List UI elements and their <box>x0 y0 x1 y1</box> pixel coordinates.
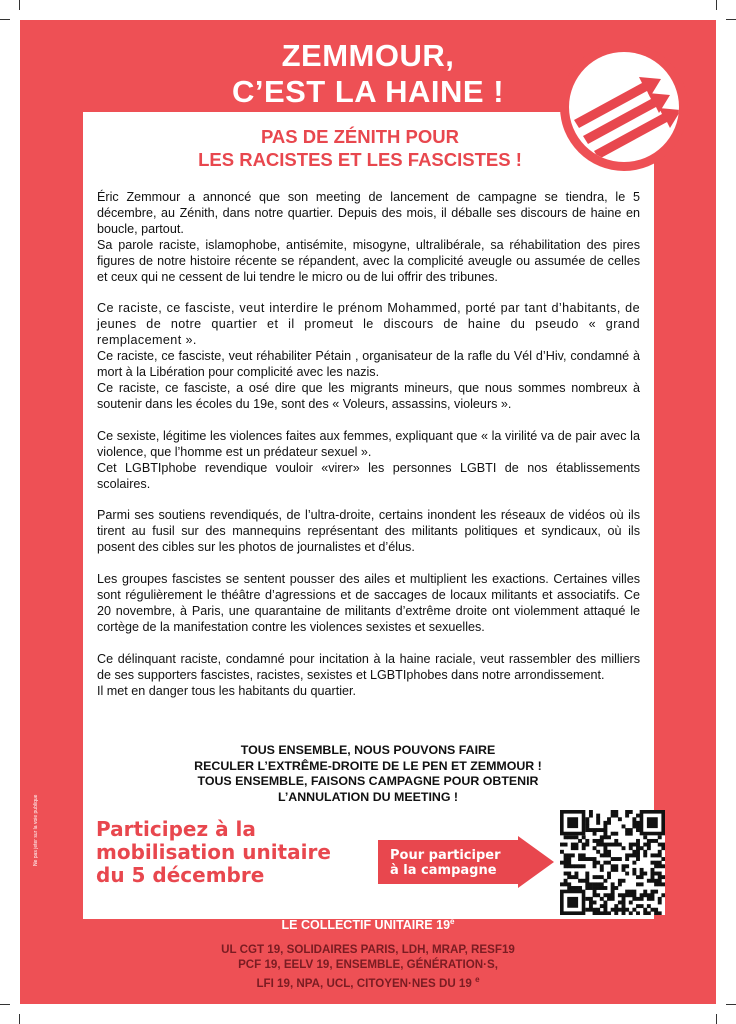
title-line-2: C’EST LA HAINE ! <box>231 74 505 109</box>
qr-code-icon[interactable] <box>560 810 665 915</box>
paragraph: Les groupes fascistes se sentent pousser des ailes et multiplient les exactions. Certaines villes sont régulièrement le théâtre d’agressions et de saccages de locaux militants et associatifs. Ce 20 novembre, à Paris, une quarantaine de militants d’extrême droite ont violemment attaqué le cortège de la manifestation contre les violences sexistes et sexuelles. <box>97 572 640 634</box>
paragraph: Il met en danger tous les habitants du quartier. <box>97 683 357 698</box>
paragraph: Ce raciste, ce fasciste, a osé dire que les migrants mineurs, que nous sommes nombreux à soutenir dans les écoles du 19e, sont des « Voleurs, assassins, violeurs ». <box>97 380 640 411</box>
participez-line: Participez à la <box>96 817 256 841</box>
members-sup: e <box>475 975 480 985</box>
paragraph: Ce raciste, ce fasciste, veut interdire le prénom Mohammed, porté par tant d’habitants, de jeunes de notre quartier et il promeut le discours de haine du pseudo « grand remplacement ». <box>97 301 640 348</box>
subtitle-line-2: LES RACISTES ET LES FASCISTES ! <box>198 149 522 170</box>
flyer-title <box>150 38 586 110</box>
paragraph: Ce sexiste, légitime les violences faites aux femmes, expliquant que « la virilité va de pair avec la violence, que l’homme est un prédateur sexuel ». <box>97 428 640 459</box>
participez-line: mobilisation unitaire <box>96 840 331 864</box>
arrow-label-line: à la campagne <box>390 863 497 878</box>
callout <box>150 743 586 805</box>
arrow-button-label <box>390 848 520 878</box>
collectif-sup: e <box>450 917 455 926</box>
crop-mark <box>726 1004 736 1005</box>
participate-arrow-button[interactable] <box>378 836 554 888</box>
paragraph: Ce délinquant raciste, condamné pour incitation à la haine raciale, veut rassembler des milliers de ses supporters fascistes, racistes, sexistes et LGBTIphobes dans notre arrondissement. <box>97 651 640 682</box>
crop-mark <box>19 0 20 10</box>
crop-mark <box>0 19 10 20</box>
side-note: Ne pas jeter sur la voie publique <box>33 794 39 866</box>
crop-mark <box>716 1014 717 1024</box>
callout-line: L’ANNULATION DU MEETING ! <box>277 789 459 804</box>
arrow-label-line: Pour participer <box>390 848 501 863</box>
participez-heading <box>96 818 366 887</box>
paragraph: Cet LGBTIphobe revendique vouloir «virer» les personnes LGBTI de nos établissements scolaires. <box>97 460 640 491</box>
subtitle-line-1: PAS DE ZÉNITH POUR <box>260 126 460 147</box>
callout-line: TOUS ENSEMBLE, NOUS POUVONS FAIRE <box>240 743 496 757</box>
paragraph: Sa parole raciste, islamophobe, antisémite, misogyne, ultralibérale, sa réhabilitation des pires figures de notre histoire récente se répandent, avec la complicité aveugle ou assumée de celles et ceux qui ne cessent de lui tendre le micro ou de lui offrir des tribunes. <box>97 237 640 284</box>
crop-mark <box>0 1004 10 1005</box>
collectif-label <box>150 914 586 933</box>
callout-line: RECULER L’EXTRÊME-DROITE DE LE PEN ET ZEMMOUR ! <box>194 758 542 773</box>
title-line-1: ZEMMOUR, <box>281 38 455 73</box>
three-arrows-icon <box>569 52 679 162</box>
participez-line: du 5 décembre <box>96 863 265 887</box>
members-line: UL CGT 19, SOLIDAIRES PARIS, LDH, MRAP, RESF19 <box>221 943 515 956</box>
crop-mark <box>726 19 736 20</box>
callout-line: TOUS ENSEMBLE, FAISONS CAMPAGNE POUR OBTENIR <box>197 774 539 789</box>
crop-mark <box>716 0 717 10</box>
members-line: PCF 19, EELV 19, ENSEMBLE, GÉNÉRATION·S, <box>238 958 498 972</box>
collectif-text: LE COLLECTIF UNITAIRE 19 <box>281 918 451 933</box>
crop-mark <box>19 1014 20 1024</box>
paragraph: Parmi ses soutiens revendiqués, de l’ultra-droite, certains inondent les réseaux de vidéos où ils tirent au fusil sur des mannequins représentant des militants politiques et syndicaux, où ils posent des cibles sur les photos de journalistes et d’élus. <box>97 508 640 555</box>
paragraph: Ce raciste, ce fasciste, veut réhabiliter Pétain , organisateur de la rafle du Vél d’Hiv, condamné à mort à la Libération pour complicité avec les nazis. <box>97 349 640 380</box>
paragraph: Éric Zemmour a annoncé que son meeting de lancement de campagne se tiendra, le 5 décembre, au Zénith, dans notre quartier. Depuis des mois, il déballe ses discours de haine en boucle, partout. <box>97 190 640 236</box>
members-line: LFI 19, NPA, UCL, CITOYEN·NES DU 19 <box>256 977 472 991</box>
flyer-subtitle <box>140 125 580 171</box>
body-text <box>97 190 640 699</box>
member-organizations <box>150 942 586 991</box>
